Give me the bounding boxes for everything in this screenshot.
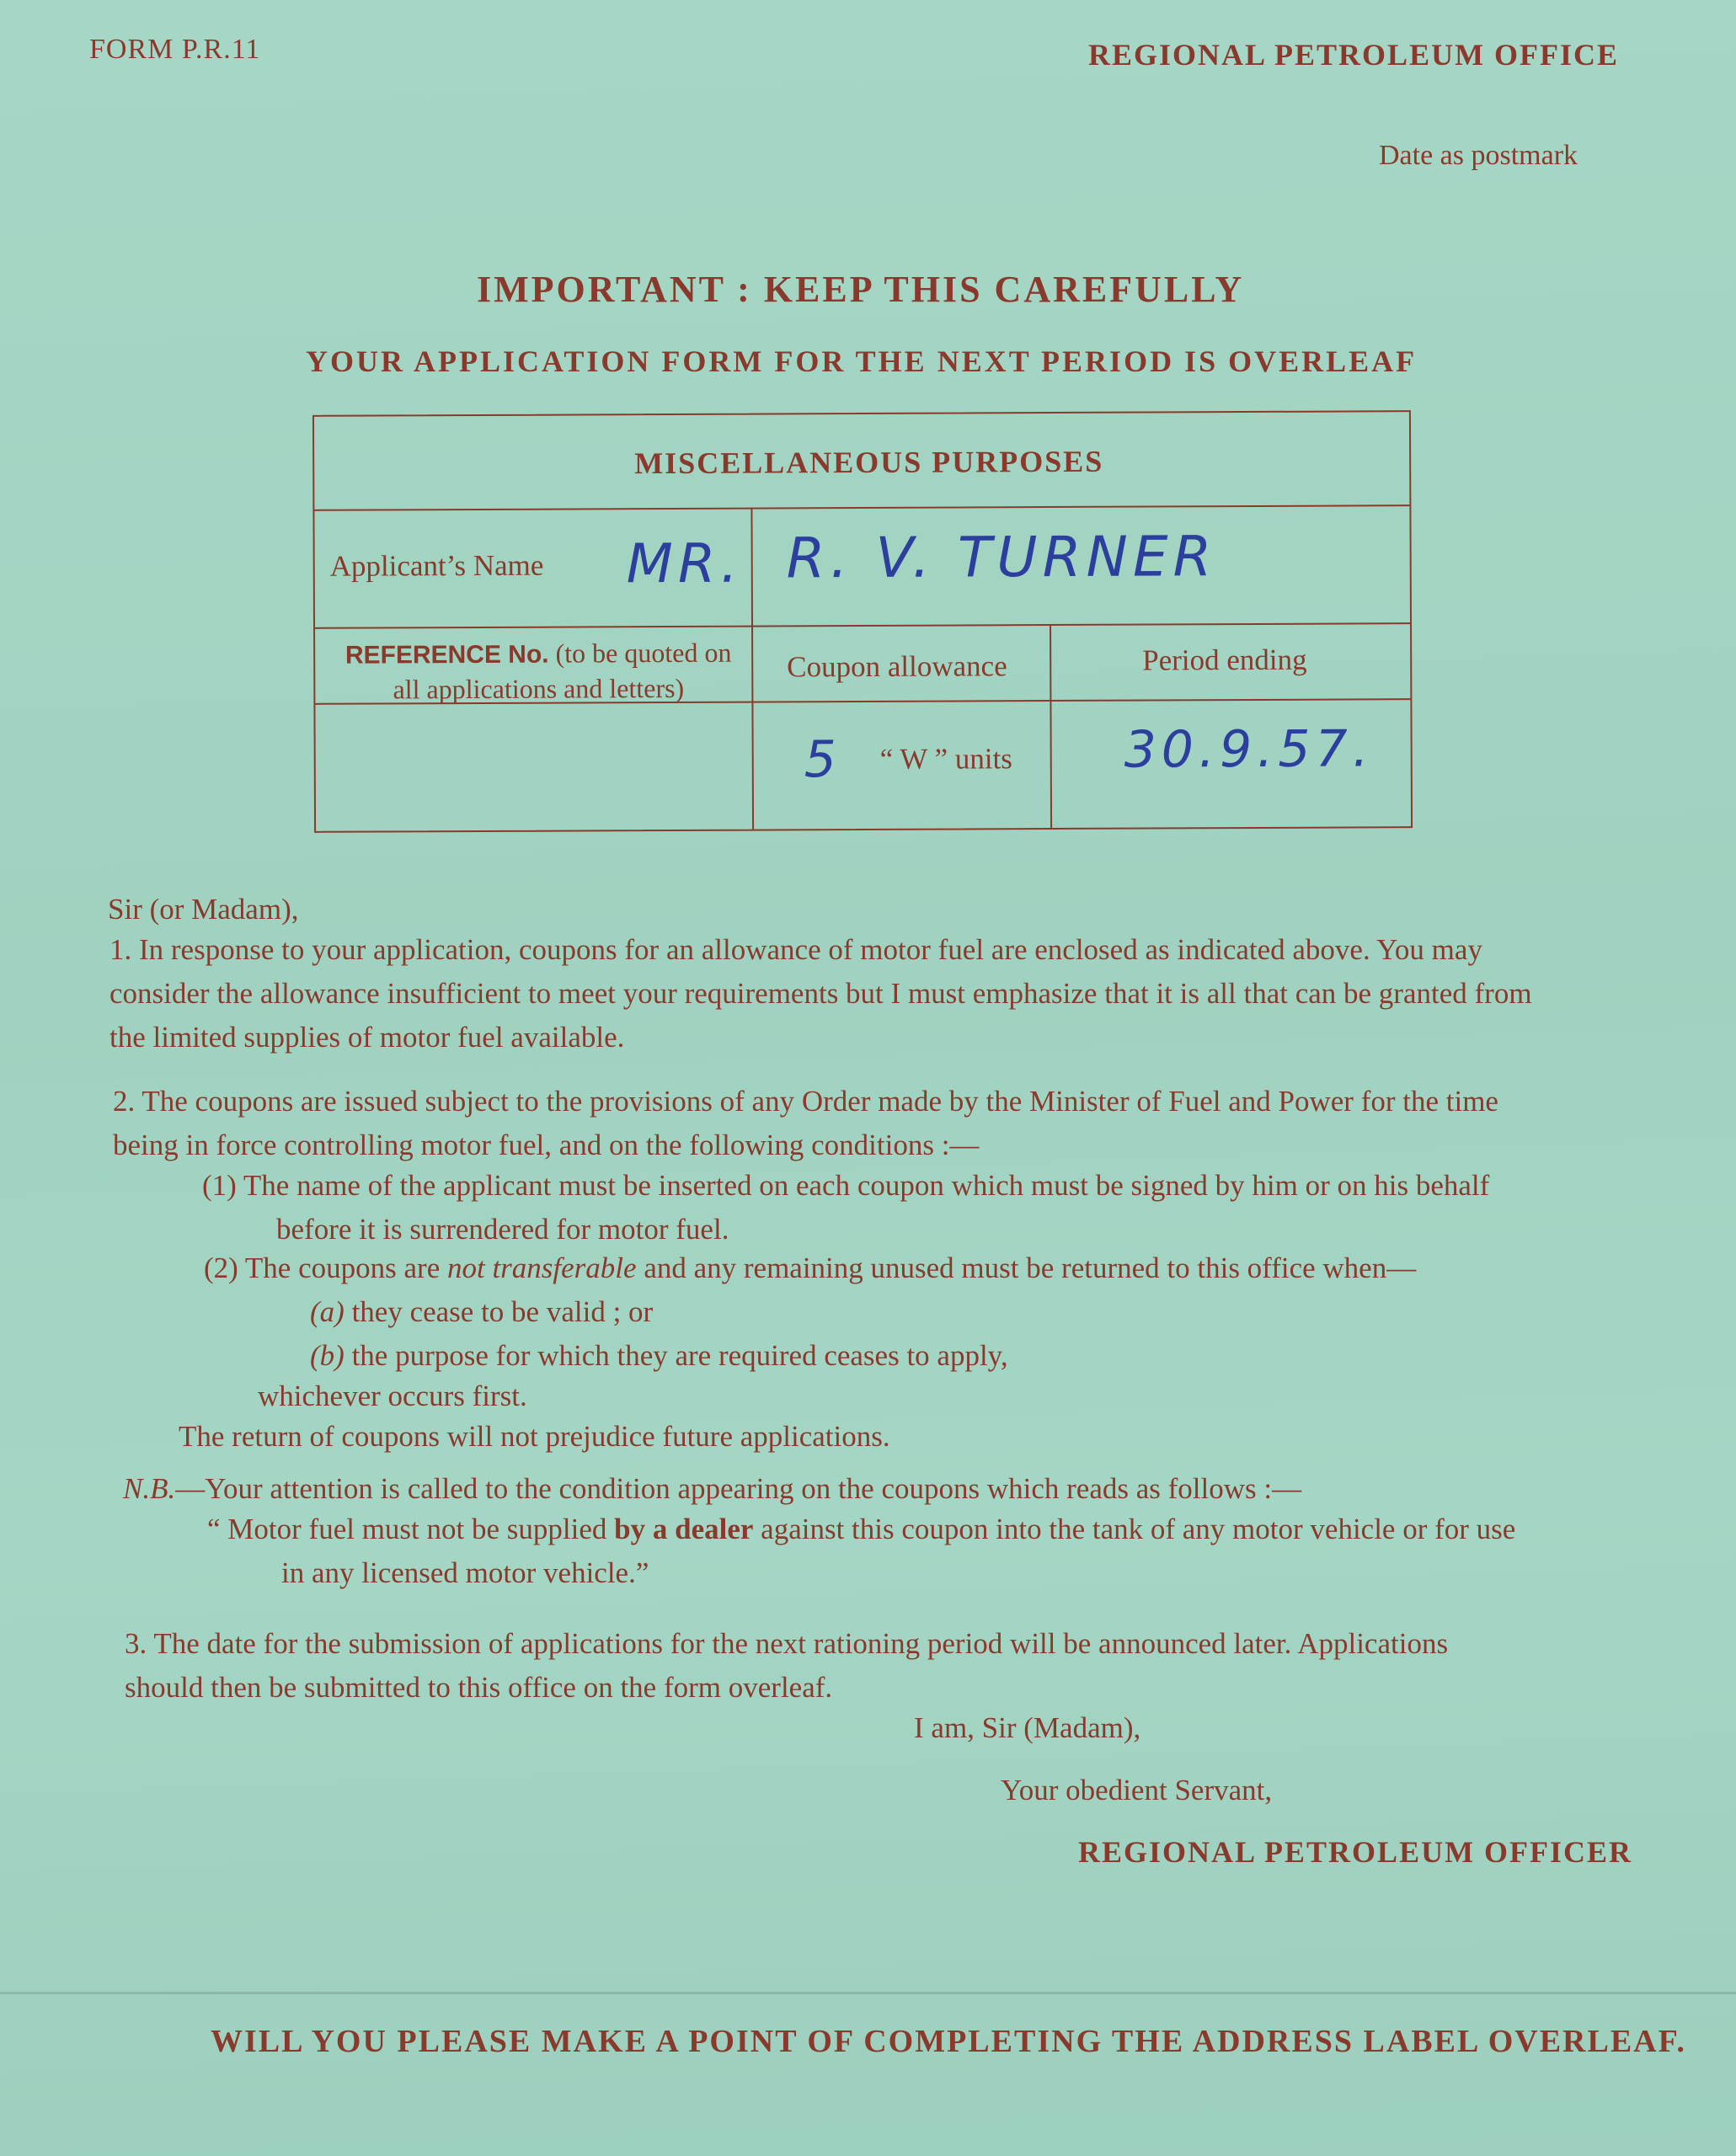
nb-note — [123, 1467, 1301, 1511]
p1-line1: 1. In response to your application, coupons for an allowance of motor fuel are enclosed as indicated above. You may — [110, 933, 1482, 966]
c2-suffix: and any remaining unused must be returned to this office when— — [636, 1251, 1417, 1284]
quote-line2: in any licensed motor vehicle.” — [281, 1556, 649, 1589]
c1-line1: (1) The name of the applicant must be inserted on each coupon which must be signed by him or on his behalf — [202, 1169, 1490, 1202]
c2b-text: the purpose for which they are required ceases to apply, — [344, 1339, 1008, 1372]
c2a-text: they cease to be valid ; or — [344, 1295, 654, 1328]
quote-prefix: “ Motor fuel must not be supplied — [207, 1513, 615, 1545]
c2-prefix: (2) The coupons are — [204, 1251, 447, 1284]
p1-line2: consider the allowance insufficient to meet your requirements but I must emphasize that it is all that can be granted from — [110, 977, 1532, 1010]
nb-label: N.B. — [123, 1472, 176, 1505]
p2-line2: being in force controlling motor fuel, and on the following conditions :— — [113, 1129, 980, 1161]
condition-2a — [310, 1290, 653, 1334]
condition-1 — [202, 1164, 1489, 1251]
period-value: 30.9.57. — [1124, 719, 1374, 780]
c2a-label: (a) — [310, 1295, 345, 1328]
form-number: FORM P.R.11 — [89, 34, 261, 65]
applicant-label: Applicant’s Name — [329, 548, 544, 583]
reference-label-bold: REFERENCE No. — [345, 640, 549, 670]
coupon-units: “ W ” units — [879, 742, 1012, 776]
c2b-label: (b) — [310, 1339, 345, 1372]
closing-line-2: Your obedient Servant, — [1001, 1774, 1273, 1806]
reference-label-rest: (to be quoted on — [555, 637, 732, 669]
p1-line3: the limited supplies of motor fuel available. — [110, 1021, 625, 1054]
p3-line2: should then be submitted to this office on the form overleaf. — [125, 1671, 833, 1704]
salutation: Sir (or Madam), — [108, 893, 299, 926]
signature: REGIONAL PETROLEUM OFFICER — [1078, 1835, 1633, 1869]
closing-line-1: I am, Sir (Madam), — [914, 1711, 1141, 1744]
table-title: MISCELLANEOUS PURPOSES — [634, 444, 1104, 481]
overleaf-heading: YOUR APPLICATION FORM FOR THE NEXT PERIOD IS OVERLEAF — [306, 344, 1418, 378]
paragraph-3 — [125, 1622, 1448, 1710]
condition-2 — [204, 1246, 1416, 1290]
allocation-table — [312, 410, 1413, 833]
fold-line — [0, 1992, 1736, 1994]
office-heading: REGIONAL PETROLEUM OFFICE — [1088, 38, 1620, 72]
nb-text: —Your attention is called to the condition appearing on the coupons which reads as follows :— — [175, 1472, 1302, 1505]
paragraph-1 — [110, 928, 1532, 1059]
applicant-name: R. V. TURNER — [786, 524, 1217, 591]
p2-line1: 2. The coupons are issued subject to the provisions of any Order made by the Minister of Fuel and Power for the time — [113, 1085, 1498, 1118]
reference-label-line2: all applications and letters) — [393, 672, 685, 705]
footer-note: WILL YOU PLEASE MAKE A POINT OF COMPLETING THE ADDRESS LABEL OVERLEAF. — [211, 2024, 1686, 2059]
condition-2b — [310, 1334, 1008, 1378]
coupon-value: 5 — [804, 730, 842, 790]
whichever-line: whichever occurs first. — [258, 1380, 527, 1412]
p3-line1: 3. The date for the submission of applications for the next rationing period will be announced later. Applications — [125, 1627, 1449, 1660]
c2-italic: not transferable — [446, 1251, 637, 1284]
period-label: Period ending — [1142, 643, 1307, 677]
coupon-label: Coupon allowance — [787, 649, 1007, 684]
quote — [207, 1508, 1515, 1595]
important-heading: IMPORTANT : KEEP THIS CAREFULLY — [477, 269, 1245, 310]
applicant-title: MR. — [626, 532, 743, 596]
date-note: Date as postmark — [1379, 140, 1578, 171]
reference-label — [332, 636, 745, 707]
c1-line2: before it is surrendered for motor fuel. — [276, 1213, 729, 1246]
quote-suffix: against this coupon into the tank of any motor vehicle or for use — [753, 1513, 1516, 1545]
return-note: The return of coupons will not prejudice future applications. — [179, 1420, 890, 1453]
quote-bold: by a dealer — [614, 1513, 754, 1545]
paragraph-2 — [113, 1080, 1498, 1167]
